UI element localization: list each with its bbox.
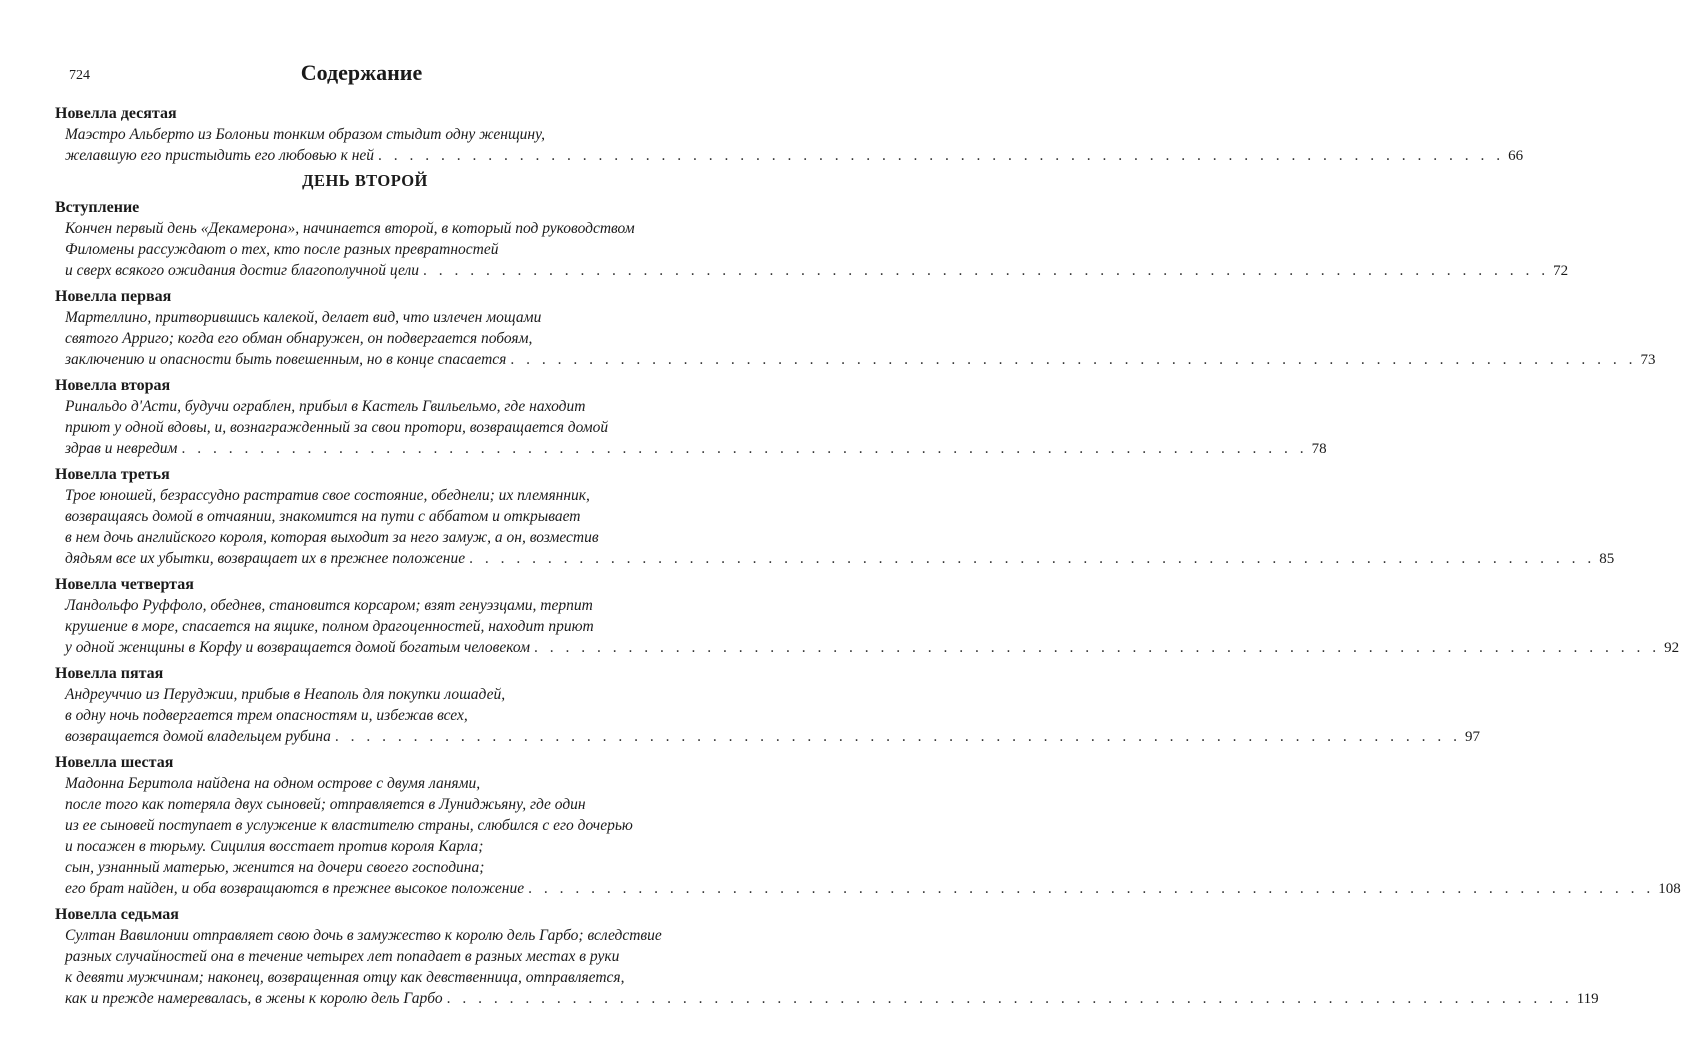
dot-leader: . . . . . . . . . . . . . . . . . . . . . . . . . . . . . . . . . . . . . . . . . . . . . . . . . . . . . . . . . . . . . . . . . . . . . . . . [528,880,1655,897]
page-reference: 108 [1658,881,1681,897]
entry-description [55,218,1569,282]
description-line: из ее сыновей поступает в услужение к властителю страны, слюбился с его дочерью [65,817,633,834]
dot-leader: . . . . . . . . . . . . . . . . . . . . . . . . . . . . . . . . . . . . . . . . . . . . . . . . . . . . . . . . . . . . . . . . . . . . . . . . [423,262,1550,279]
entry-title: Новелла первая [55,288,172,305]
description-line: после того как потеряла двух сыновей; отправляется в Луниджьяну, где один [65,796,586,813]
dot-leader: . . . . . . . . . . . . . . . . . . . . . . . . . . . . . . . . . . . . . . . . . . . . . . . . . . . . . . . . . . . . . . . . . . . . . . . . [533,639,1661,656]
description-line: Мадонна Беритола найдена на одном острове с двумя ланями, [65,775,481,792]
dot-leader: . . . . . . . . . . . . . . . . . . . . . . . . . . . . . . . . . . . . . . . . . . . . . . . . . . . . . . . . . . . . . . . . . . . . . . . . [446,990,1573,1007]
toc-entry-novella-7 [55,904,1599,1010]
page-reference: 92 [1664,640,1680,656]
description-last-line [65,726,1480,748]
entry-title: Новелла третья [55,466,170,483]
toc-entry-novella-3 [55,464,1615,570]
description-line: приют у одной вдовы, и, вознагражденный за свои протори, возвращается домой [65,419,609,436]
dot-leader: . . . . . . . . . . . . . . . . . . . . . . . . . . . . . . . . . . . . . . . . . . . . . . . . . . . . . . . . . . . . . . . . . . . . . . . . [334,728,1461,745]
entry-title: Новелла седьмая [55,906,179,923]
description-line: сын, узнанный матерью, женится на дочери своего господина; [65,859,485,876]
description-last-line [65,637,1680,659]
description-last-line [65,988,1599,1010]
description-line: в нем дочь английского короля, которая выходит за него замуж, а он, возместив [65,529,599,546]
entry-title: Вступление [55,199,140,216]
dot-leader: . . . . . . . . . . . . . . . . . . . . . . . . . . . . . . . . . . . . . . . . . . . . . . . . . . . . . . . . . . . . . . . . . . . . . . . . [181,440,1308,457]
description-line: Филомены рассуждают о тех, кто после разных превратностей [65,241,499,258]
table-of-contents [55,103,1681,1014]
entry-title: Новелла шестая [55,754,174,771]
toc-entry-intro [55,197,1569,282]
entry-description [55,595,1680,659]
entry-title: Новелла вторая [55,377,171,394]
description-line: Трое юношей, безрассудно растратив свое состояние, обеднели; их племянник, [65,487,590,504]
page-reference: 119 [1576,991,1599,1007]
entry-title: Новелла пятая [55,665,164,682]
dot-leader: . . . . . . . . . . . . . . . . . . . . . . . . . . . . . . . . . . . . . . . . . . . . . . . . . . . . . . . . . . . . . . . . . . . . . . . . [510,351,1637,368]
description-line: заключению и опасности быть повешенным, но в конце спасается [65,351,507,368]
entry-description [55,396,1327,460]
page-reference: 78 [1311,441,1327,457]
toc-entry-novella-6 [55,752,1681,900]
entry-description [55,925,1599,1010]
description-line: возвращается домой владельцем рубина [65,728,331,745]
toc-entry-novella-2 [55,375,1327,460]
page-reference: 73 [1640,352,1656,368]
description-last-line [65,145,1524,167]
description-line: возвращаясь домой в отчаянии, знакомится на пути с аббатом и открывает [65,508,581,525]
description-line: разных случайностей она в течение четырех лет попадает в разных местах в руки [65,948,620,965]
page-reference: 97 [1464,729,1480,745]
entry-description [55,485,1615,570]
description-line: крушение в море, спасается на ящике, полном драгоценностей, находит приют [65,618,594,635]
description-line: Андреуччио из Перуджии, прибыв в Неаполь для покупки лошадей, [65,686,506,703]
description-line: Маэстро Альберто из Болоньи тонким образом стыдит одну женщину, [65,126,546,143]
description-line: его брат найден, и оба возвращаются в прежнее высокое положение [65,880,525,897]
description-line: Султан Вавилонии отправляет свою дочь в замужество к королю дель Гарбо; вследствие [65,927,662,944]
toc-entry-novella-10 [55,103,1524,167]
description-line: к девяти мужчинам; наконец, возвращенная отцу как девственница, отправляется, [65,969,625,986]
description-line: как и прежде намеревалась, в жены к королю дель Гарбо [65,990,443,1007]
description-line: желавшую его пристыдить его любовью к ней [65,147,375,164]
dot-leader: . . . . . . . . . . . . . . . . . . . . . . . . . . . . . . . . . . . . . . . . . . . . . . . . . . . . . . . . . . . . . . . . . . . . . . . . [378,147,1505,164]
description-line: Ландольфо Руффоло, обеднев, становится корсаром; взят генуэзцами, терпит [65,597,593,614]
entry-description [55,773,1681,900]
description-last-line [65,260,1569,282]
page-reference: 66 [1508,148,1524,164]
day-heading: ДЕНЬ ВТОРОЙ [302,171,428,190]
description-line: здрав и невредим [65,440,178,457]
page-reference: 85 [1599,551,1615,567]
page-reference: 72 [1553,263,1569,279]
toc-entry-novella-5 [55,663,1480,748]
description-line: Ринальдо д'Асти, будучи ограблен, прибыл в Кастель Гвильельмо, где находит [65,398,586,415]
page-title: Содержание [300,60,423,85]
description-line: у одной женщины в Корфу и возвращается домой богатым человеком [65,639,530,656]
description-line: святого Арриго; когда его обман обнаружен, он подвергается побоям, [65,330,533,347]
description-line: и сверх всякого ожидания достиг благополучной цели [65,262,420,279]
description-line: Кончен первый день «Декамерона», начинается второй, в который под руководством [65,220,635,237]
toc-entry-novella-4 [55,574,1680,659]
entry-title: Новелла десятая [55,105,177,122]
entry-description [55,684,1480,748]
description-last-line [65,349,1656,371]
entry-description [55,124,1524,167]
entry-description [55,307,1656,371]
page-number: 724 [69,68,90,83]
toc-entry-novella-1 [55,286,1656,371]
description-line: в одну ночь подвергается трем опасностям и, избежав всех, [65,707,468,724]
description-line: Мартеллино, притворившись калекой, делает вид, что излечен мощами [65,309,542,326]
description-last-line [65,438,1327,460]
description-last-line [65,548,1615,570]
entry-title: Новелла четвертая [55,576,194,593]
dot-leader: . . . . . . . . . . . . . . . . . . . . . . . . . . . . . . . . . . . . . . . . . . . . . . . . . . . . . . . . . . . . . . . . . . . . . . . . [469,550,1596,567]
description-last-line [65,878,1681,900]
description-line: и посажен в тюрьму. Сицилия восстает против короля Карла; [65,838,484,855]
description-line: дядьям все их убытки, возвращает их в прежнее положение [65,550,466,567]
